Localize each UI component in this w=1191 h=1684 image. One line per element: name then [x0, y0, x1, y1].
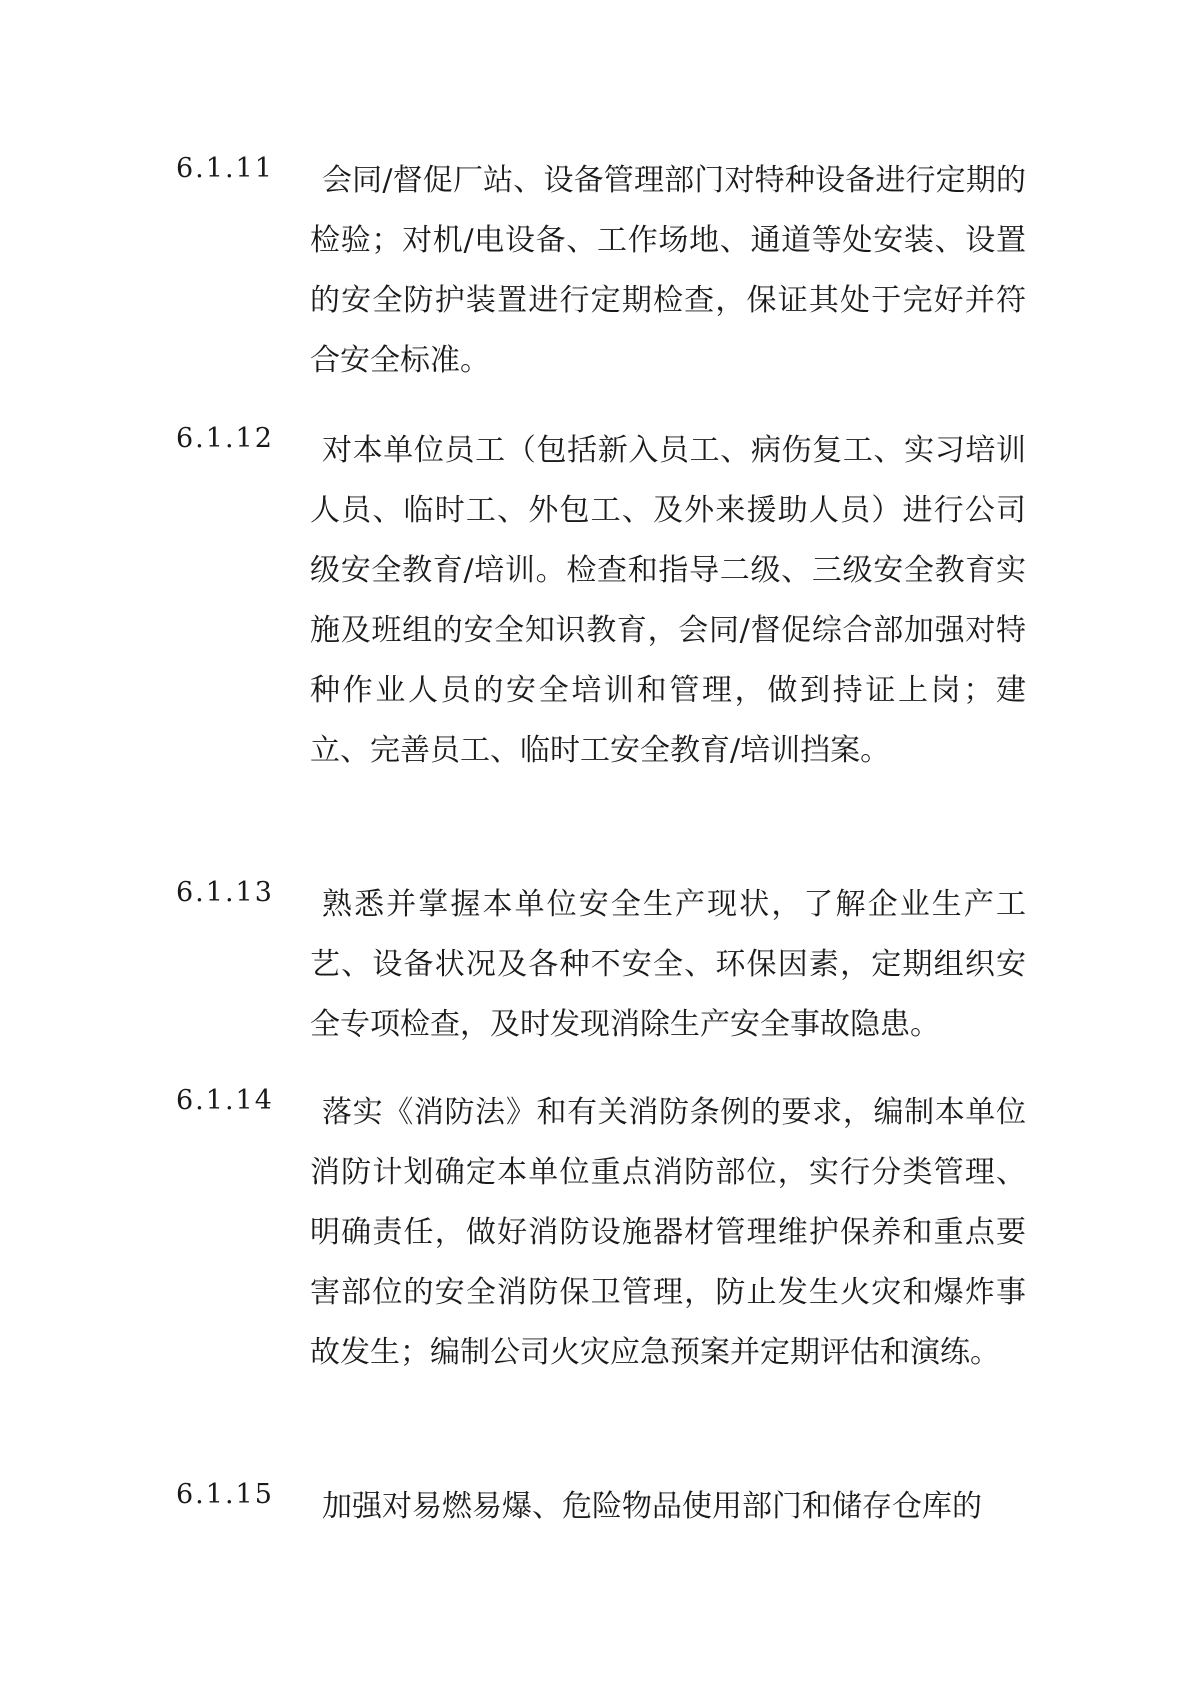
clause-text: 对本单位员工（包括新入员工、病伤复工、实习培训人员、临时工、外包工、及外来援助人员）进行公司级安全教育/培训。检查和指导二级、三级安全教育实施及班组的安全知识教育，会同/督促综合部加强对特种作业人员的安全培训和管理，做到持证上岗；建立、完善员工、临时工安全教育/培训挡案。	[310, 433, 1026, 768]
clause-number: 6.1.11	[176, 153, 274, 184]
clause-number: 6.1.13	[176, 877, 274, 908]
clause-text: 加强对易燃易爆、危险物品使用部门和储存仓库的	[322, 1489, 982, 1524]
clause-text: 熟悉并掌握本单位安全生产现状，了解企业生产工艺、设备状况及各种不安全、环保因素，定期组织安全专项检查，及时发现消除生产安全事故隐患。	[310, 887, 1026, 1042]
clause-text: 落实《消防法》和有关消防条例的要求，编制本单位消防计划确定本单位重点消防部位，实行分类管理、明确责任，做好消防设施器材管理维护保养和重点要害部位的安全消防保卫管理，防止发生火灾和爆炸事故发生；编制公司火灾应急预案并定期评估和演练。	[310, 1095, 1026, 1370]
clause-number: 6.1.14	[176, 1085, 274, 1116]
clause-text: 会同/督促厂站、设备管理部门对特种设备进行定期的检验；对机/电设备、工作场地、通道等处安装、设置的安全防护装置进行定期检查，保证其处于完好并符合安全标准。	[310, 163, 1026, 378]
clause-number: 6.1.15	[176, 1479, 274, 1510]
clause-number: 6.1.12	[176, 423, 274, 454]
